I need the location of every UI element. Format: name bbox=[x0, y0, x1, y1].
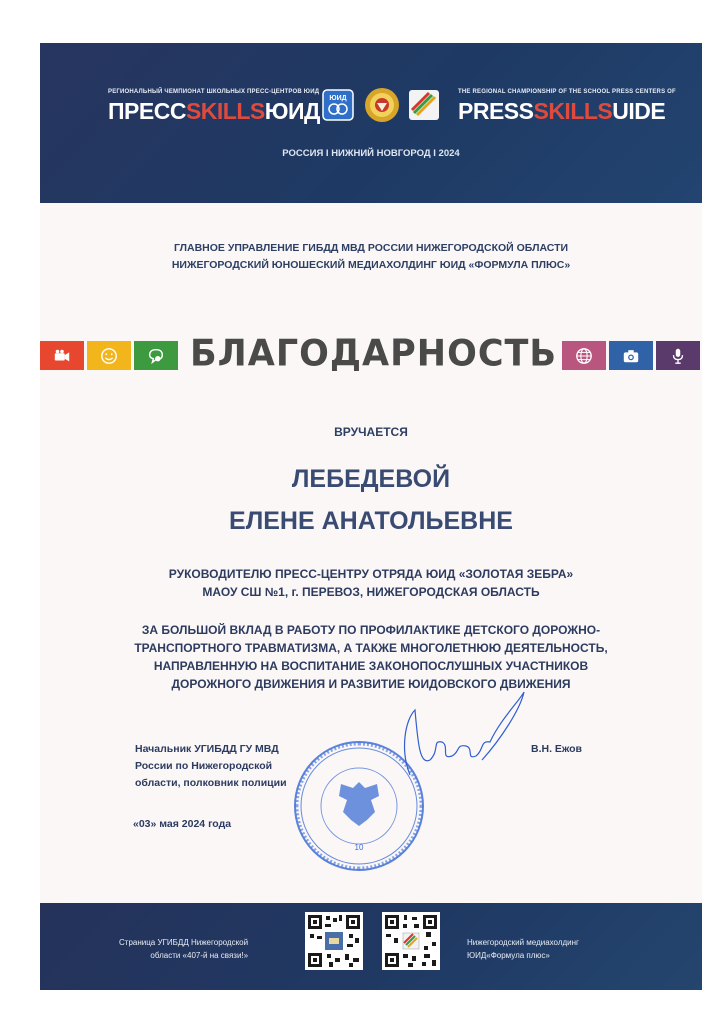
qr-code-formula-plus[interactable] bbox=[382, 912, 440, 970]
right-logo: PRESSSKILLSUIDE bbox=[458, 98, 666, 124]
photo-camera-icon bbox=[609, 341, 653, 370]
header-banner bbox=[40, 43, 702, 203]
footer-banner bbox=[40, 903, 702, 990]
signatory-title: Начальник УГИБДД ГУ МВД России по Нижегородской области, полковник полиции bbox=[135, 743, 287, 789]
location-line: РОССИЯ I НИЖНИЙ НОВГОРОД I 2024 bbox=[282, 148, 460, 159]
footer-left-text: Страница УГИБДД Нижегородской области «407-й на связи!» bbox=[119, 938, 249, 960]
svg-text:10: 10 bbox=[354, 843, 364, 852]
formula-plus-emblem bbox=[408, 89, 440, 121]
reason-line-2: ТРАНСПОРТНОГО ТРАВМАТИЗМА, А ТАКЖЕ МНОГОЛЕТНЮЮ ДЕЯТЕЛЬНОСТЬ, bbox=[134, 641, 608, 655]
reason-line-3: НАПРАВЛЕННУЮ НА ВОСПИТАНИЕ ЗАКОНОПОСЛУШНЫХ УЧАСТНИКОВ bbox=[153, 659, 589, 673]
position-line-1: РУКОВОДИТЕЛЮ ПРЕСС-ЦЕНТРУ ОТРЯДА ЮИД «ЗОЛОТАЯ ЗЕБРА» bbox=[168, 567, 574, 581]
yuid-emblem bbox=[322, 89, 354, 121]
microphone-icon bbox=[656, 341, 700, 370]
qr-code-gibdd[interactable] bbox=[305, 912, 363, 970]
issue-date: «03» мая 2024 года bbox=[133, 818, 232, 830]
globe-icon bbox=[562, 341, 606, 370]
chat-icon bbox=[134, 341, 178, 370]
video-camera-icon bbox=[40, 341, 84, 370]
recipient-surname: ЛЕБЕДЕВОЙ bbox=[291, 465, 451, 493]
organizer-line-1: ГЛАВНОЕ УПРАВЛЕНИЕ ГИБДД МВД РОССИИ НИЖЕГОРОДСКОЙ ОБЛАСТИ bbox=[173, 242, 569, 254]
organizer-line-2: НИЖЕГОРОДСКИЙ ЮНОШЕСКИЙ МЕДИАХОЛДИНГ ЮИД «ФОРМУЛА ПЛЮС» bbox=[171, 259, 571, 271]
smiley-icon bbox=[87, 341, 131, 370]
signatory-name: В.Н. Ежов bbox=[531, 743, 582, 755]
position-line-2: МАОУ СШ №1, г. ПЕРЕВОЗ, НИЖЕГОРОДСКАЯ ОБЛАСТЬ bbox=[202, 585, 540, 599]
recipient-given-names: ЕЛЕНЕ АНАТОЛЬЕВНЕ bbox=[229, 507, 513, 535]
left-logo: ПРЕССSKILLSЮИД bbox=[108, 98, 320, 124]
left-logo-caption: РЕГИОНАЛЬНЫЙ ЧЕМПИОНАТ ШКОЛЬНЫХ ПРЕСС-ЦЕНТРОВ ЮИД bbox=[108, 89, 320, 95]
right-logo-caption: THE REGIONAL CHAMPIONSHIP OF THE SCHOOL PRESS CENTERS OF bbox=[458, 89, 676, 95]
presented-label: ВРУЧАЕТСЯ bbox=[334, 425, 408, 439]
svg-text:ЮИД: ЮИД bbox=[329, 95, 347, 102]
reason-line-4: ДОРОЖНОГО ДВИЖЕНИЯ И РАЗВИТИЕ ЮИДОВСКОГО ДВИЖЕНИЯ bbox=[171, 677, 571, 691]
reason-line-1: ЗА БОЛЬШОЙ ВКЛАД В РАБОТУ ПО ПРОФИЛАКТИКЕ ДЕТСКОГО ДОРОЖНО- bbox=[141, 623, 601, 637]
footer-right-text: Нижегородский медиахолдинг ЮИД«Формула плюс» bbox=[467, 938, 579, 960]
handwritten-signature bbox=[370, 690, 530, 780]
certificate-title: БЛАГОДАРНОСТЬ bbox=[190, 333, 558, 375]
gibdd-emblem bbox=[364, 87, 400, 123]
